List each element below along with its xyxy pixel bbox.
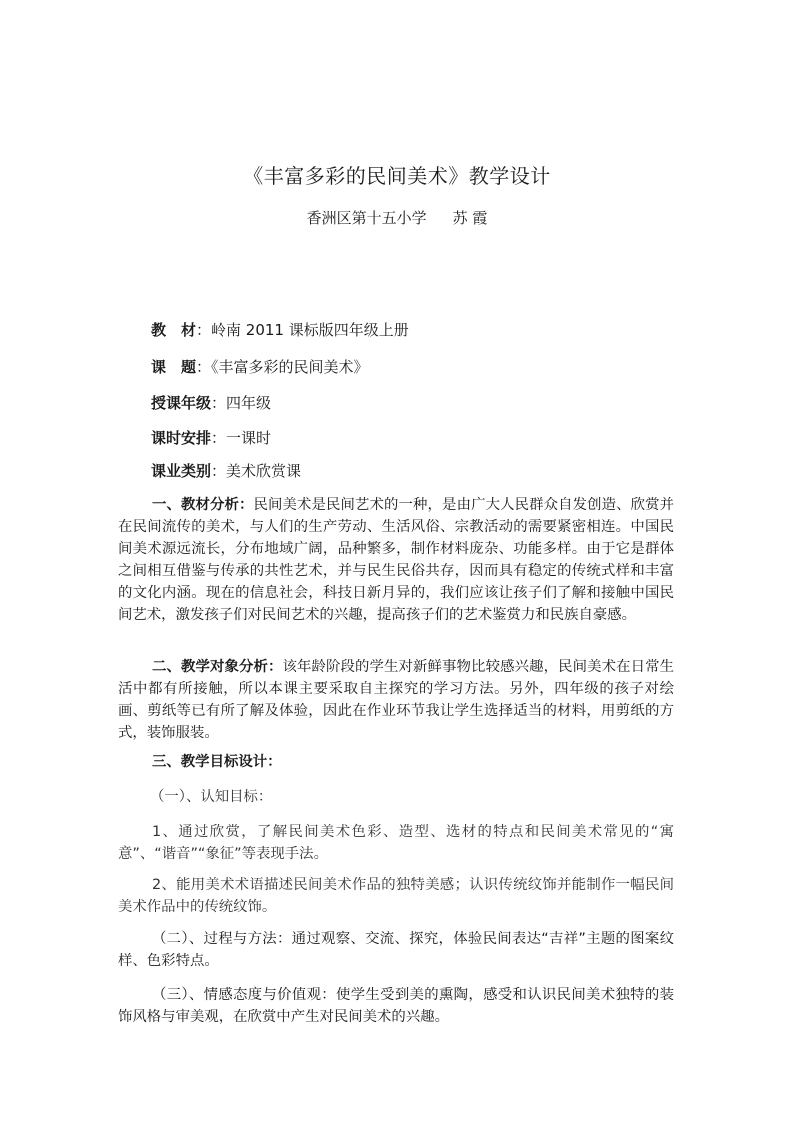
section-material-analysis bbox=[118, 494, 674, 626]
section-goals-heading bbox=[118, 751, 674, 773]
goal-1-heading: （一）、认知目标： bbox=[150, 789, 273, 805]
meta-topic-label: 课 题 bbox=[151, 358, 197, 376]
meta-grade bbox=[151, 393, 271, 413]
section-learner-analysis bbox=[118, 656, 674, 744]
section-1-heading: 一、教材分析： bbox=[152, 497, 254, 513]
meta-hours-label: 课时安排 bbox=[151, 429, 212, 447]
section-2-text: 该年龄阶段的学生对新鲜事物比较感兴趣，民间美术在日常生活中都有所接触，所以本课主要采取自主探究的学习方法。另外，四年级的孩子对绘画、剪纸等已有所了解及体验，因此在作业环节我让学生选择适当的材料，用剪纸的方式，装饰服装。 bbox=[118, 659, 674, 741]
author-name: 苏 霞 bbox=[452, 209, 488, 227]
goal-3: （三）、情感态度与价值观：使学生受到美的熏陶，感受和认识民间美术独特的装饰风格与审美观，在欣赏中产生对民间美术的兴趣。 bbox=[118, 987, 674, 1025]
meta-type-value: ：美术欣赏课 bbox=[211, 462, 302, 480]
meta-textbook bbox=[151, 320, 409, 340]
meta-type bbox=[151, 461, 301, 481]
meta-grade-label: 授课年级 bbox=[151, 394, 212, 412]
author-school: 香洲区第十五小学 bbox=[306, 209, 427, 227]
goal-1-item-2: 2、能用美术术语描述民间美术作品的独特美感；认识传统纹饰并能制作一幅民间美术作品中的传统纹饰。 bbox=[118, 877, 674, 915]
meta-hours-value: ：一课时 bbox=[211, 429, 272, 447]
section-1-text: 民间美术是民间艺术的一种，是由广大人民群众自发创造、欣赏并在民间流传的美术，与人们的生产劳动、生活风俗、宗教活动的需要紧密相连。中国民间美术源远流长，分布地域广阔，品种繁多，制作材料庞杂、功能多样。由于它是群体之间相互借鉴与传承的共性艺术，并与民生民俗共存，因而具有稳定的传统式样和丰富的文化内涵。现在的信息社会，科技日新月异的，我们应该让孩子们了解和接触中国民间艺术，激发孩子们对民间艺术的兴趣，提高孩子们的艺术鉴赏力和民族自豪感。 bbox=[118, 497, 674, 623]
goal-1-item-1: 1、通过欣赏，了解民间美术色彩、造型、选材的特点和民间美术常见的“寓意”、“谐音”“象征”等表现手法。 bbox=[118, 824, 674, 862]
meta-topic bbox=[151, 357, 369, 377]
goal-2: （二）、过程与方法：通过观察、交流、探究，体验民间表达“吉祥”主题的图案纹样、色彩特点。 bbox=[118, 931, 674, 969]
meta-textbook-label: 教 材 bbox=[151, 321, 197, 339]
document-title: 《丰富多彩的民间美术》教学设计 bbox=[243, 164, 551, 188]
section-3-heading: 三、教学目标设计： bbox=[152, 754, 282, 770]
section-2-heading: 二、教学对象分析： bbox=[152, 659, 283, 675]
meta-textbook-value: ：岭南 2011 课标版四年级上册 bbox=[196, 321, 409, 339]
meta-type-label: 课业类别 bbox=[151, 462, 212, 480]
meta-topic-value: ：《丰富多彩的民间美术》 bbox=[196, 358, 369, 376]
author-line bbox=[0, 207, 794, 228]
meta-grade-value: ：四年级 bbox=[211, 394, 272, 412]
meta-hours bbox=[151, 428, 271, 448]
